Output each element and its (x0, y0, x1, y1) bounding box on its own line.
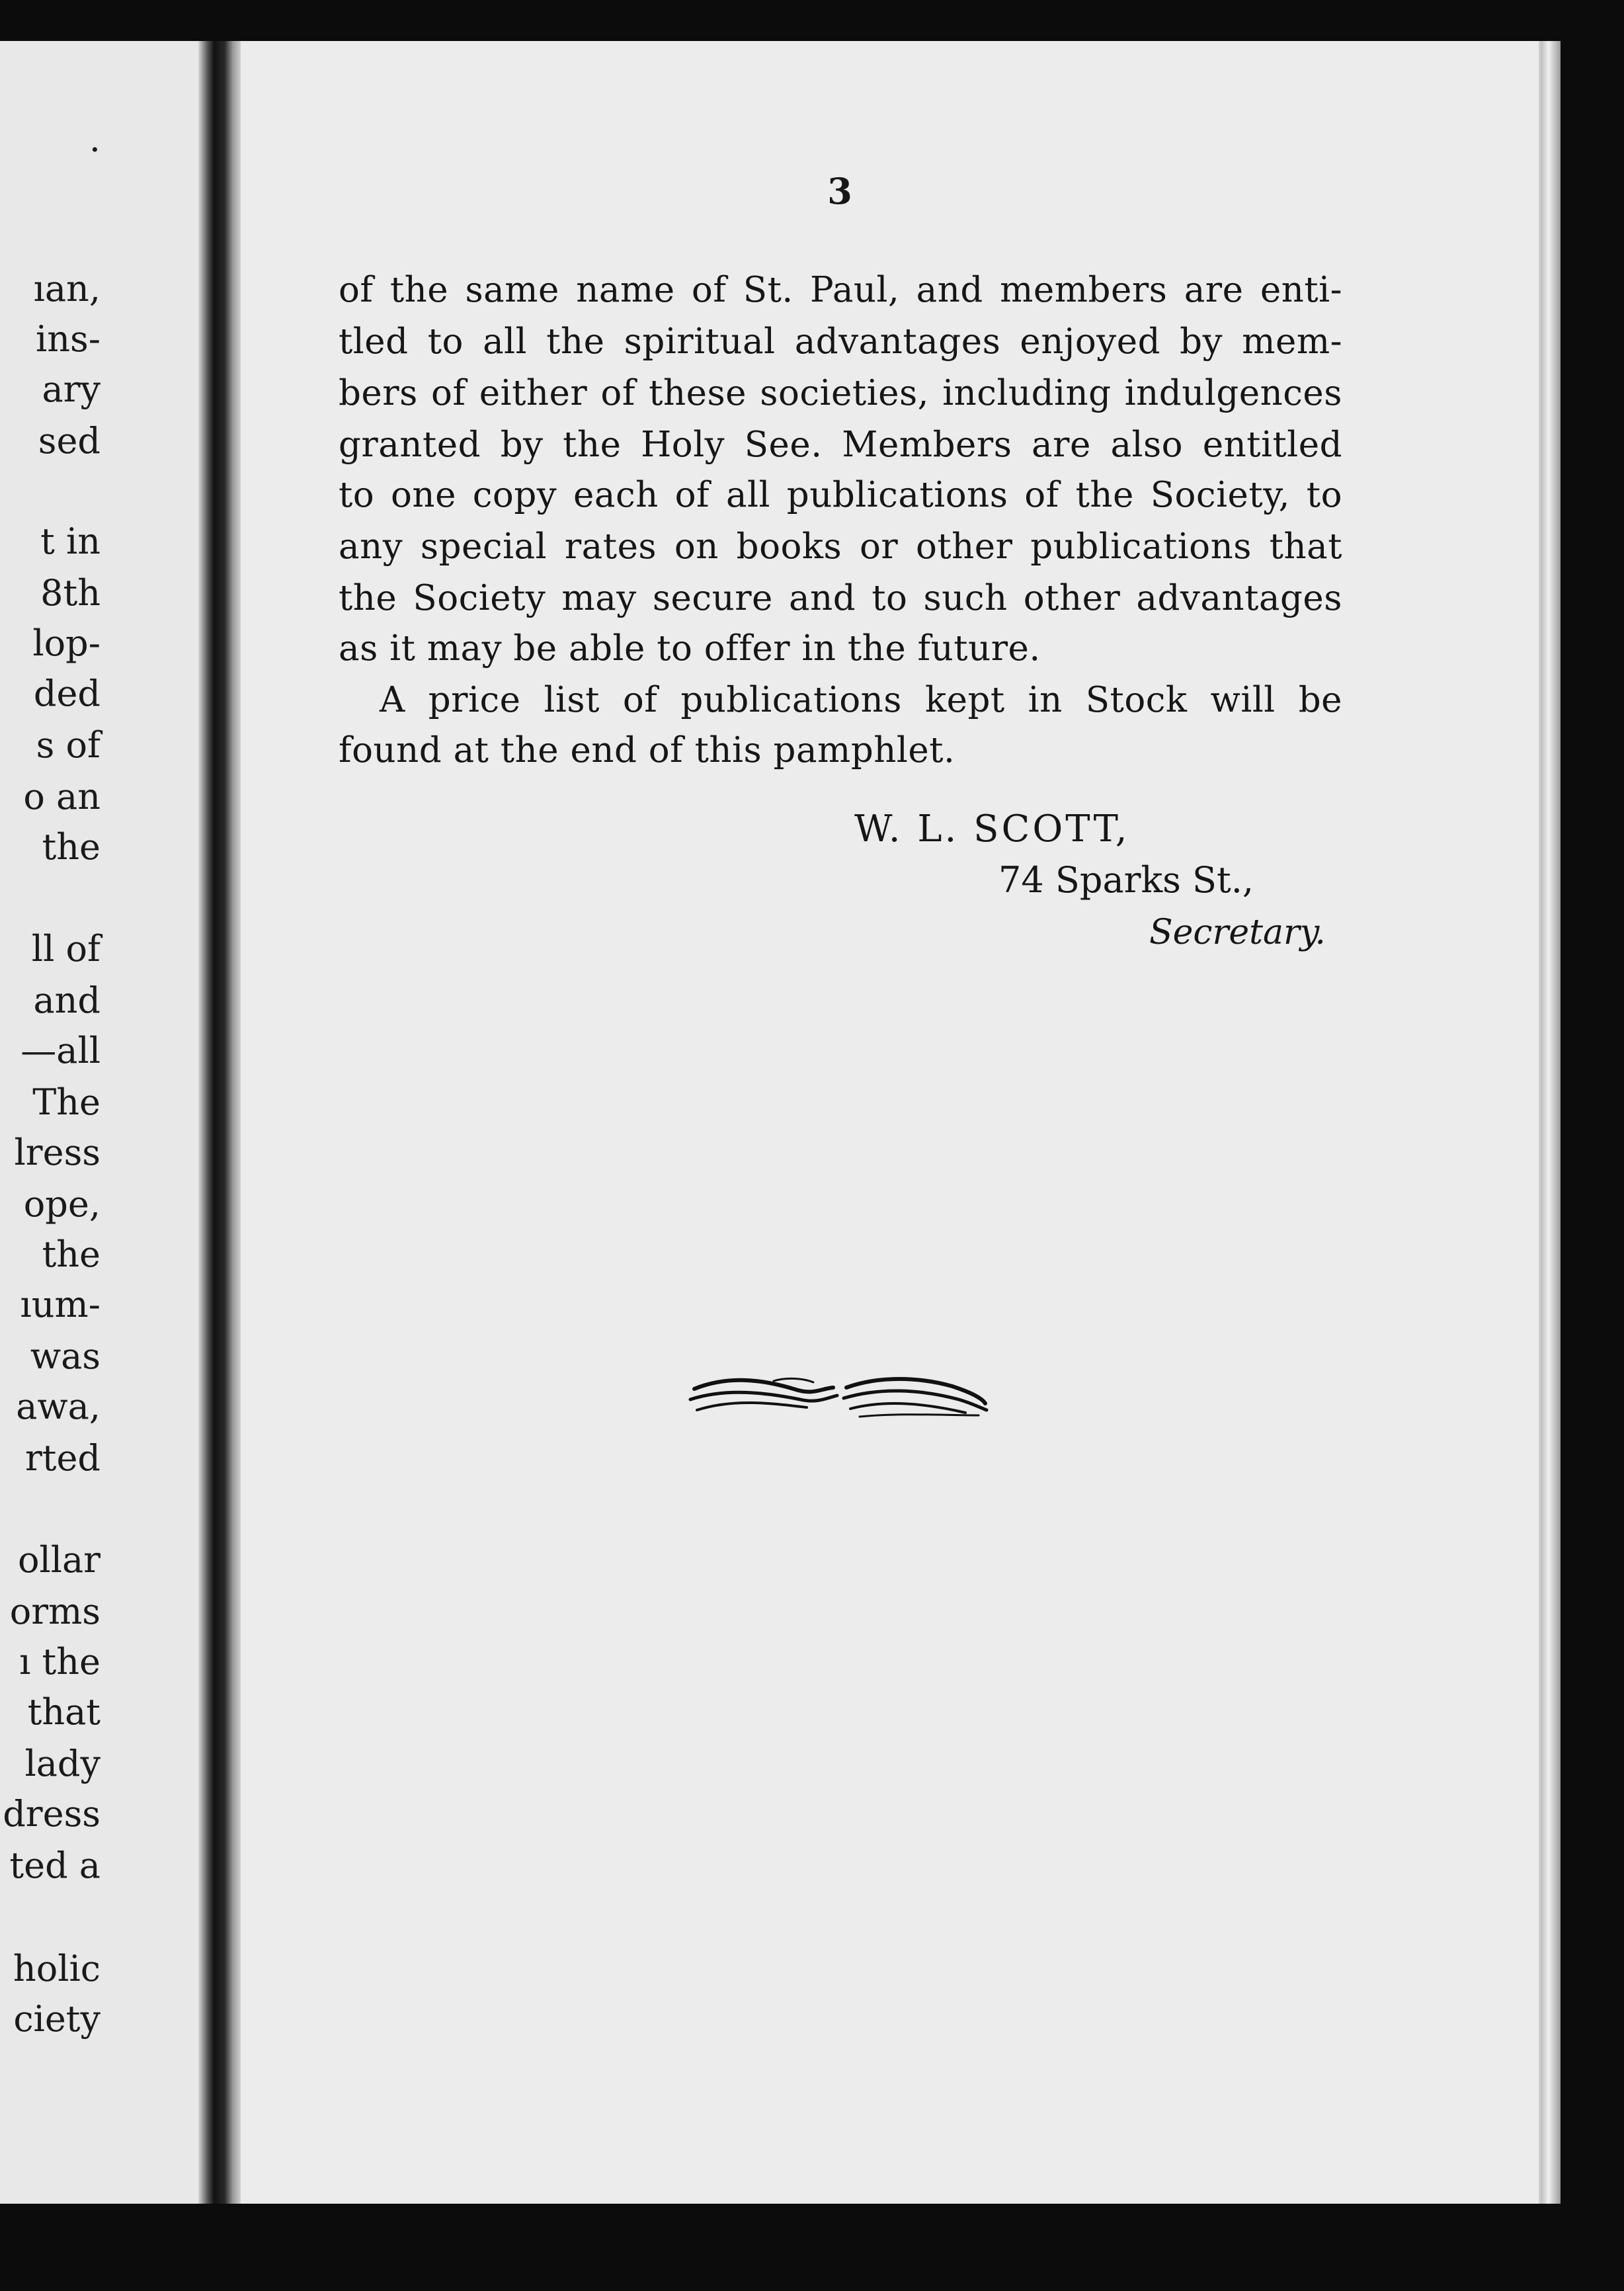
left-page-line: ıan, (33, 268, 101, 310)
left-page-line: · (89, 129, 101, 171)
left-page-line: lress (14, 1132, 101, 1173)
page-edge (1541, 41, 1561, 2204)
left-page-line: sed (38, 420, 101, 462)
body-line: any special rates on books or other publications that (339, 526, 1342, 567)
left-page-line: ciety (13, 1998, 101, 2040)
signature-address: 74 Sparks St., (998, 859, 1254, 901)
signature-name: W. L. SCOTT, (854, 808, 1130, 851)
left-page-line: the (42, 826, 101, 868)
left-page-line: ll of (31, 928, 101, 970)
left-page-line: ı the (19, 1641, 101, 1683)
left-page-line: the (42, 1233, 101, 1275)
left-page-line: The (32, 1081, 101, 1123)
left-page-line: ollar (17, 1539, 101, 1581)
left-page-line: 8th (40, 572, 101, 614)
body-line: A price list of publications kept in Stock will be (380, 680, 1342, 720)
body-line: to one copy each of all publications of the Society, to (339, 475, 1342, 515)
left-page-line: s of (36, 724, 101, 766)
left-page-line: —all (20, 1030, 101, 1071)
signature-title: Secretary. (1149, 913, 1326, 952)
body-line: granted by the Holy See. Members are also entitled (339, 425, 1342, 465)
left-page-line: dress (3, 1793, 101, 1835)
left-page-line: awa, (16, 1386, 101, 1427)
left-page-line: was (30, 1335, 101, 1377)
body-line: of the same name of St. Paul, and members are enti- (339, 270, 1342, 310)
left-page-line: that (27, 1691, 101, 1733)
left-page-line: ope, (23, 1183, 101, 1225)
body-line: as it may be able to offer in the future. (339, 628, 1041, 669)
body-line: bers of either of these societies, including indulgences (339, 373, 1342, 413)
left-page-line: orms (9, 1591, 101, 1632)
left-page-line: lop- (32, 622, 101, 664)
left-page-line: ary (42, 368, 101, 410)
left-page-line: t in (40, 521, 101, 562)
left-page-line: holic (13, 1948, 101, 1989)
left-page-line: ıum- (20, 1284, 101, 1325)
left-page-line: ins- (35, 318, 101, 360)
left-page-fragment (0, 41, 198, 2204)
left-page-line: ted a (9, 1845, 101, 1886)
right-page (241, 41, 1541, 2204)
left-page-line: lady (24, 1743, 101, 1784)
left-page-line: and (33, 979, 101, 1021)
body-line: tled to all the spiritual advantages enjoyed by mem- (339, 321, 1342, 362)
book-gutter (198, 41, 241, 2204)
left-page-line: ded (33, 673, 101, 714)
page-number: 3 (827, 170, 852, 212)
body-line: the Society may secure and to such other advantages (339, 578, 1342, 618)
left-page-line: rted (24, 1437, 101, 1479)
body-line: found at the end of this pamphlet. (339, 730, 955, 771)
ornament-flourish-icon (681, 1369, 998, 1429)
left-page-line: o an (23, 776, 101, 817)
